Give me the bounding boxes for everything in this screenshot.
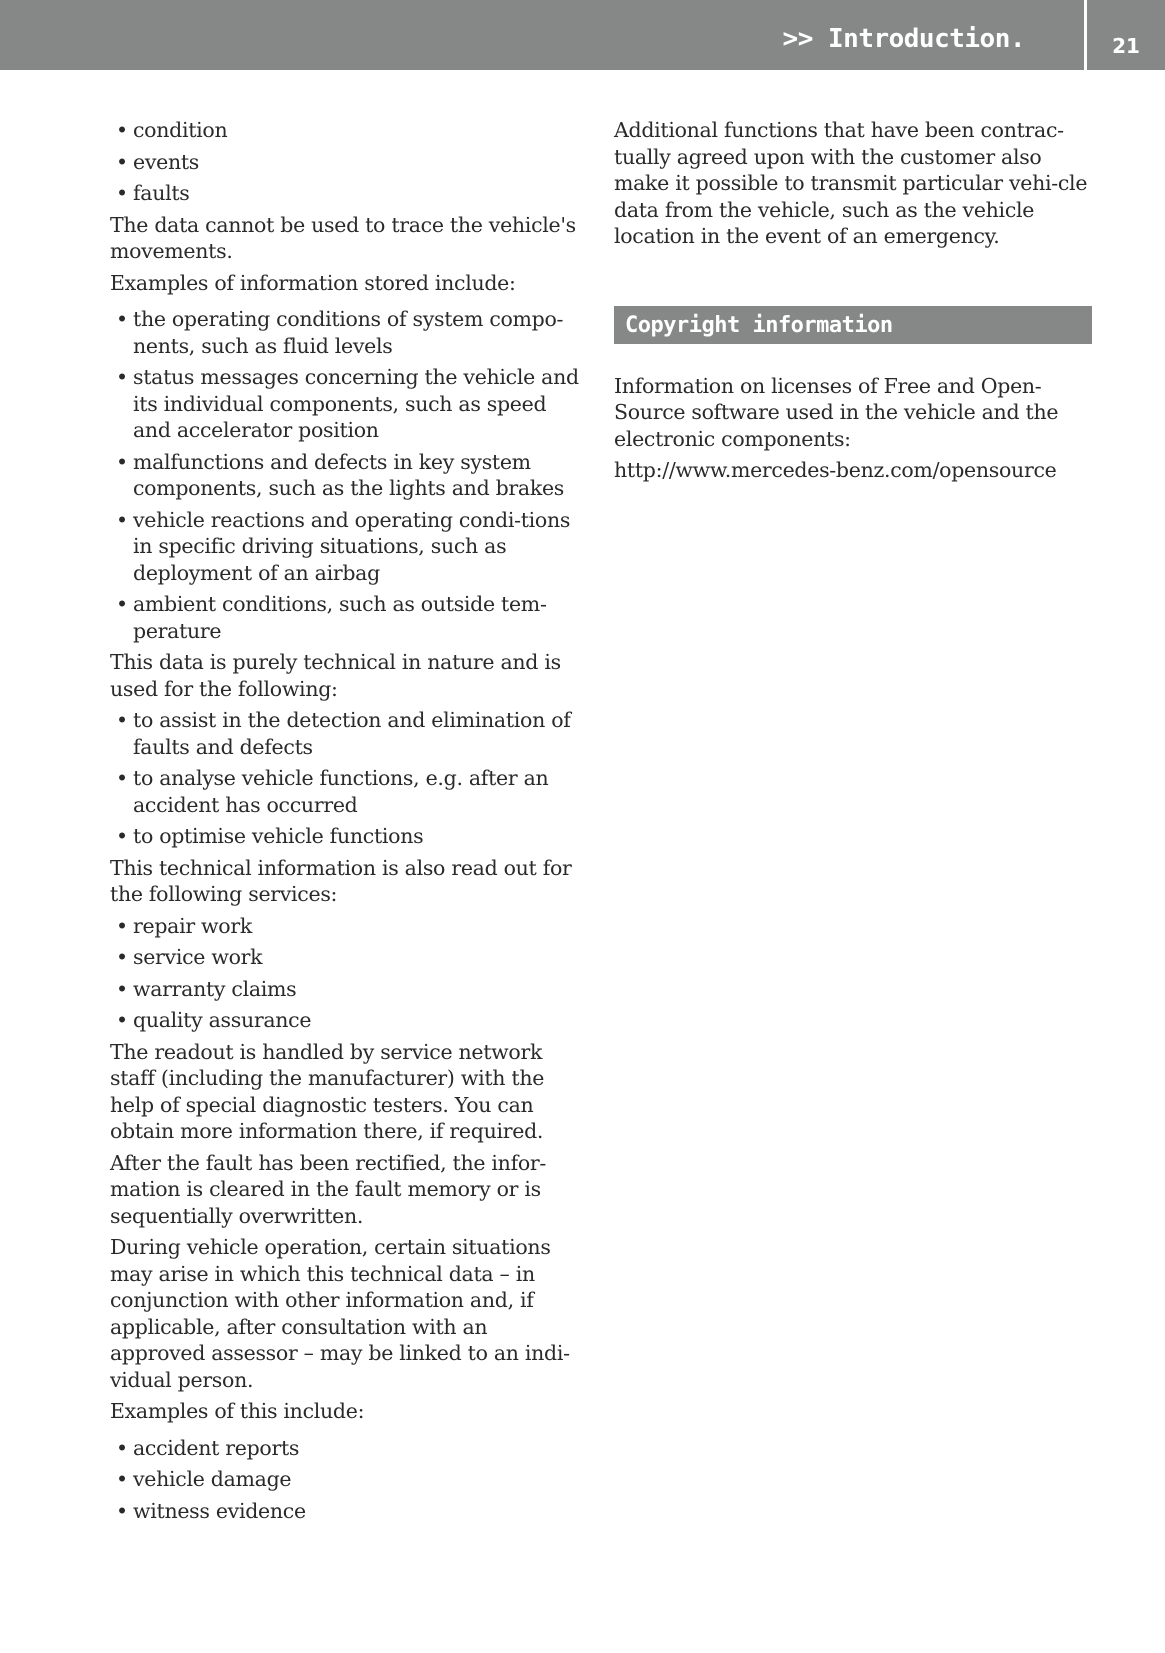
list-item: • accident reports bbox=[110, 1435, 588, 1462]
list-item: • to assist in the detection and elimination of faults and defects bbox=[110, 707, 588, 760]
list-item: • warranty claims bbox=[110, 976, 588, 1003]
section-heading-copyright: Copyright information bbox=[614, 306, 1092, 344]
list-item: • vehicle damage bbox=[110, 1466, 588, 1493]
bullet-list-services bbox=[110, 913, 588, 1034]
bullet-list-linked-examples bbox=[110, 1435, 588, 1525]
paragraph: Examples of this include: bbox=[110, 1399, 365, 1423]
list-item: • to analyse vehicle functions, e.g. after an accident has occurred bbox=[110, 765, 588, 818]
list-item: • repair work bbox=[110, 913, 588, 940]
list-item: • quality assurance bbox=[110, 1007, 588, 1034]
list-item: • ambient conditions, such as outside tem-perature bbox=[110, 591, 588, 644]
bullet-list-stored-types bbox=[110, 117, 588, 207]
paragraph: Additional functions that have been contrac-tually agreed upon with the customer also make it possible to transmit particular vehi-cle data from the vehicle, such as the vehicle location in the event of an emergency. bbox=[614, 118, 1088, 248]
left-column bbox=[110, 117, 588, 1529]
list-item: • status messages concerning the vehicle and its individual components, such as speed and accelerator position bbox=[110, 364, 588, 444]
page-number: 21 bbox=[1112, 34, 1140, 58]
paragraph: After the fault has been rectified, the infor-mation is cleared in the fault memory or is sequentially overwritten. bbox=[110, 1150, 547, 1228]
right-column bbox=[614, 117, 1092, 489]
paragraph: The data cannot be used to trace the vehicle's movements. bbox=[110, 212, 576, 263]
paragraph: This data is purely technical in nature and is used for the following: bbox=[110, 650, 561, 701]
paragraph: This technical information is also read out for the following services: bbox=[110, 855, 572, 906]
list-item: • witness evidence bbox=[110, 1498, 588, 1525]
list-item: • events bbox=[110, 149, 588, 176]
list-item: • to optimise vehicle functions bbox=[110, 823, 588, 850]
paragraph: During vehicle operation, certain situations may arise in which this technical data – in conjunction with other information and, if applicable, after consultation with an approved assessor – may be linked to an indi-vidual person. bbox=[110, 1235, 570, 1392]
bullet-list-examples bbox=[110, 306, 588, 644]
list-item: • service work bbox=[110, 944, 588, 971]
list-item: • faults bbox=[110, 180, 588, 207]
page-header bbox=[0, 0, 1165, 70]
list-item: • condition bbox=[110, 117, 588, 144]
bullet-list-uses bbox=[110, 707, 588, 850]
paragraph: Information on licenses of Free and Open-Source software used in the vehicle and the electronic components: bbox=[614, 373, 1059, 451]
list-item: • the operating conditions of system compo-nents, such as fluid levels bbox=[110, 306, 588, 359]
paragraph: The readout is handled by service network staff (including the manufacturer) with the help of special diagnostic testers. You can obtain more information there, if required. bbox=[110, 1039, 545, 1143]
list-item: • malfunctions and defects in key system components, such as the lights and brakes bbox=[110, 449, 588, 502]
list-item: • vehicle reactions and operating condi-tions in specific driving situations, such as deployment of an airbag bbox=[110, 507, 588, 587]
chapter-title: >> Introduction. bbox=[782, 24, 1025, 54]
paragraph: Examples of information stored include: bbox=[110, 270, 516, 295]
opensource-url: http://www.mercedes-benz.com/opensource bbox=[614, 458, 1057, 482]
